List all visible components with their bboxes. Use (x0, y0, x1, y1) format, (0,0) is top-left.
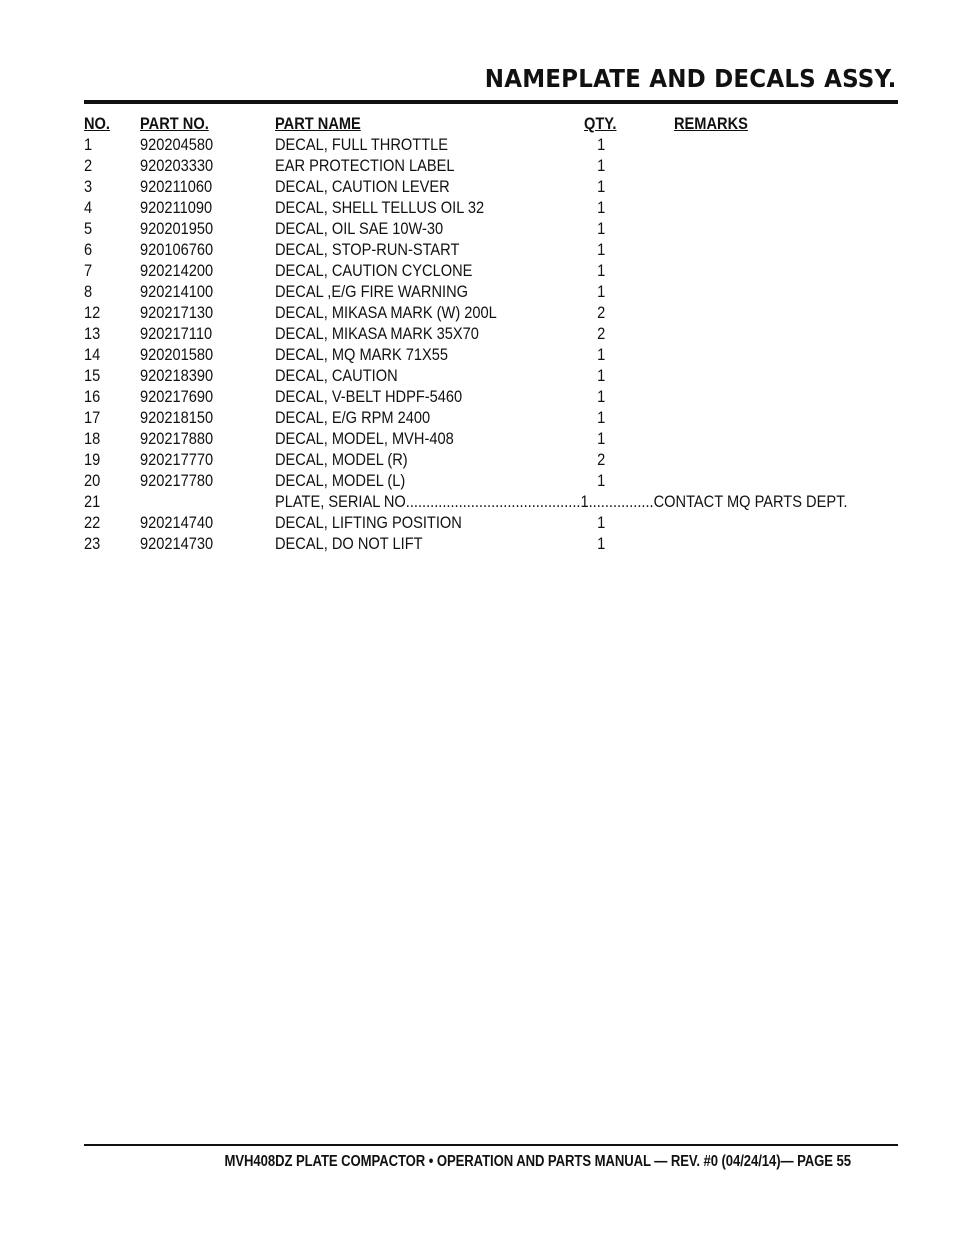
row-part-name: DECAL, OIL SAE 10W-30 (274, 219, 444, 238)
row-qty: 1 (597, 282, 606, 301)
header-part-no: PART NO. (139, 114, 209, 133)
row-no: 1 (84, 135, 93, 154)
row-part-no: 920106760 (139, 240, 214, 259)
row-qty: 1 (597, 387, 606, 406)
row-part-name: DECAL, MIKASA MARK (W) 200L (274, 303, 497, 322)
row-part-no: 920214740 (139, 513, 214, 532)
row-part-no: 920204580 (139, 135, 214, 154)
row-part-no: 920214730 (139, 534, 214, 553)
row-no: 14 (84, 345, 101, 364)
row-part-name: DECAL ,E/G FIRE WARNING (274, 282, 469, 301)
row-part-no: 920217130 (139, 303, 214, 322)
table-row (84, 197, 898, 218)
row-part-no: 920217880 (139, 429, 214, 448)
row-qty: 1 (597, 156, 606, 175)
row-qty: 1 (597, 471, 606, 490)
row-part-name: DECAL, MODEL, MVH-408 (274, 429, 454, 448)
row-part-name: DECAL, V-BELT HDPF-5460 (274, 387, 463, 406)
table-row (84, 491, 898, 512)
row-no: 23 (84, 534, 101, 553)
row-part-name: DECAL, SHELL TELLUS OIL 32 (274, 198, 485, 217)
row-no: 7 (84, 261, 93, 280)
row-no: 21 (84, 492, 101, 511)
table-row (84, 260, 898, 281)
page-title: NAMEPLATE AND DECALS ASSY. (485, 64, 897, 93)
row-no: 19 (84, 450, 101, 469)
row-no: 20 (84, 471, 101, 490)
row-part-name: DECAL, MIKASA MARK 35X70 (274, 324, 479, 343)
row-no: 6 (84, 240, 93, 259)
leader-dots: ................ (588, 492, 654, 511)
row-part-name: DECAL, MQ MARK 71X55 (274, 345, 449, 364)
row-part-name: DECAL, CAUTION (274, 366, 398, 385)
row-part-name: PLATE, SERIAL NO. (274, 492, 410, 511)
row-no: 15 (84, 366, 101, 385)
row-part-no: 920211060 (139, 177, 213, 196)
row-no: 3 (84, 177, 93, 196)
row-part-name: DECAL, CAUTION CYCLONE (274, 261, 473, 280)
row-qty: 1 (597, 240, 606, 259)
row-part-no: 920218390 (139, 366, 214, 385)
row-leader-line (275, 491, 847, 512)
row-part-name: DECAL, MODEL (L) (274, 471, 406, 490)
header-remarks: REMARKS (673, 114, 748, 133)
row-part-name: DECAL, CAUTION LEVER (274, 177, 450, 196)
table-row (84, 470, 898, 491)
row-qty: 1 (597, 198, 606, 217)
row-part-no: 920217110 (139, 324, 213, 343)
header-no: NO. (84, 114, 111, 133)
table-row (84, 449, 898, 470)
row-part-no: 920217770 (139, 450, 214, 469)
row-part-no: 920217780 (139, 471, 214, 490)
row-no: 12 (84, 303, 101, 322)
page-footer: MVH408DZ PLATE COMPACTOR • OPERATION AND PARTS MANUAL — REV. #0 (04/24/14)— PAGE 55 (224, 1153, 851, 1170)
row-part-no: 920214200 (139, 261, 214, 280)
row-no: 13 (84, 324, 101, 343)
footer-divider (84, 1144, 898, 1146)
row-part-name: DECAL, MODEL (R) (274, 450, 408, 469)
row-qty: 1 (597, 366, 606, 385)
row-part-name: EAR PROTECTION LABEL (274, 156, 455, 175)
row-part-no: 920201950 (139, 219, 214, 238)
row-qty: 1 (597, 513, 606, 532)
row-qty: 2 (597, 303, 606, 322)
table-row (84, 239, 898, 260)
table-row (84, 155, 898, 176)
row-part-name: DECAL, LIFTING POSITION (274, 513, 462, 532)
row-no: 4 (84, 198, 93, 217)
row-part-name: DECAL, E/G RPM 2400 (274, 408, 431, 427)
table-row (84, 365, 898, 386)
row-part-no: 920211090 (139, 198, 213, 217)
row-remarks: CONTACT MQ PARTS DEPT. (653, 492, 848, 511)
row-qty: 1 (580, 492, 589, 511)
row-part-no: 920214100 (139, 282, 214, 301)
table-row (84, 512, 898, 533)
row-part-no: 920201580 (139, 345, 214, 364)
row-part-name: DECAL, FULL THROTTLE (274, 135, 449, 154)
row-part-no: 920203330 (139, 156, 214, 175)
row-no: 5 (84, 219, 93, 238)
table-header-row (84, 113, 898, 134)
table-row (84, 386, 898, 407)
table-row (84, 134, 898, 155)
row-qty: 1 (597, 261, 606, 280)
table-row (84, 344, 898, 365)
row-part-no: 920218150 (139, 408, 214, 427)
row-no: 17 (84, 408, 101, 427)
row-part-name: DECAL, DO NOT LIFT (274, 534, 423, 553)
row-no: 2 (84, 156, 93, 175)
row-qty: 1 (597, 177, 606, 196)
table-row (84, 176, 898, 197)
table-row (84, 302, 898, 323)
row-part-no: 920217690 (139, 387, 214, 406)
row-qty: 1 (597, 345, 606, 364)
header-part-name: PART NAME (274, 114, 361, 133)
row-no: 18 (84, 429, 101, 448)
row-qty: 1 (597, 135, 606, 154)
row-no: 8 (84, 282, 93, 301)
table-row (84, 407, 898, 428)
row-part-name: DECAL, STOP-RUN-START (274, 240, 460, 259)
table-row (84, 323, 898, 344)
row-qty: 1 (597, 429, 606, 448)
row-no: 22 (84, 513, 101, 532)
table-row (84, 281, 898, 302)
table-row (84, 428, 898, 449)
row-qty: 1 (597, 219, 606, 238)
table-body (84, 134, 898, 554)
row-qty: 1 (597, 534, 606, 553)
leader-dots: .......................................... (409, 492, 581, 511)
row-qty: 1 (597, 408, 606, 427)
parts-table (84, 113, 898, 554)
title-divider (84, 100, 898, 104)
table-row (84, 533, 898, 554)
row-no: 16 (84, 387, 101, 406)
row-qty: 2 (597, 324, 606, 343)
header-qty: QTY. (583, 114, 617, 133)
table-row (84, 218, 898, 239)
row-qty: 2 (597, 450, 606, 469)
